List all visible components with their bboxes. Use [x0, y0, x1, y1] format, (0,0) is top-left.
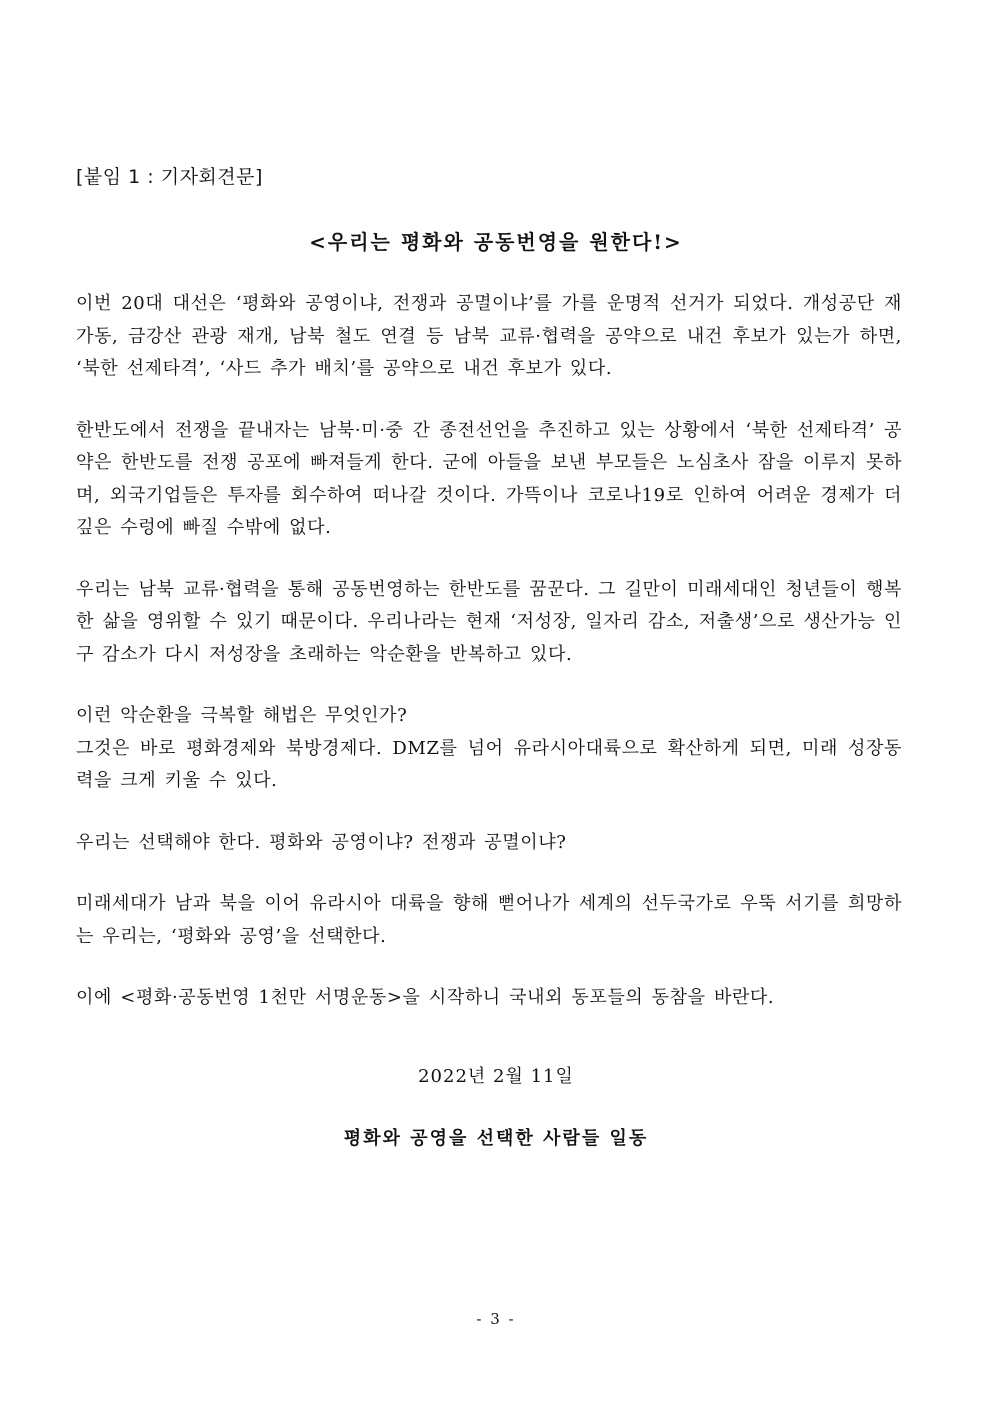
document-title: <우리는 평화와 공동번영을 원한다!>	[309, 230, 683, 254]
paragraph-petition: 이에 <평화·공동번영 1천만 서명운동>을 시작하니 국내외 동포들의 동참을 바란다.	[76, 987, 775, 1008]
signature: 평화와 공영을 선택한 사람들 일동	[343, 1128, 649, 1149]
paragraph-war-fear: 한반도에서 전쟁을 끝내자는 남북·미·중 간 종전선언을 추진하고 있는 상황에서 ‘북한 선제타격’ 공약은 한반도를 전쟁 공포에 빠져들게 한다. 군에 아들을 보낸 부모들은 노심초사 잠을 이루지 못하며, 외국기업들은 투자를 회수하여 떠나갈 것이다. 가뜩이나 코로나19로 인하여 어려운 경제가 더 깊은 수렁에 빠질 수밖에 없다.	[76, 419, 902, 538]
document-body	[76, 288, 902, 1044]
page-number: - 3 -	[476, 1310, 516, 1328]
paragraph-election-stakes: 이번 20대 대선은 ‘평화와 공영이냐, 전쟁과 공멸이냐’를 가를 운명적 선거가 되었다. 개성공단 재가동, 금강산 관광 재개, 남북 철도 연결 등 남북 교류·협력을 공약으로 내건 후보가 있는가 하면, ‘북한 선제타격’, ‘사드 추가 배치’를 공약으로 내건 후보가 있다.	[76, 293, 902, 379]
attachment-label: [붙임 1 : 기자회견문]	[76, 166, 263, 188]
paragraph-choice: 우리는 선택해야 한다. 평화와 공영이냐? 전쟁과 공멸이냐?	[76, 831, 567, 853]
paragraph-solution: 이런 악순환을 극복할 해법은 무엇인가? 그것은 바로 평화경제와 북방경제다. DMZ를 넘어 유라시아대륙으로 확산하게 되면, 미래 성장동력을 크게 키울 수 있다.	[76, 705, 902, 791]
paragraph-hope: 미래세대가 남과 북을 이어 유라시아 대륙을 향해 뻗어나가 세계의 선두국가로 우뚝 서기를 희망하는 우리는, ‘평화와 공영’을 선택한다.	[76, 893, 902, 947]
document-date: 2022년 2월 11일	[418, 1066, 574, 1087]
paragraph-co-prosperity: 우리는 남북 교류·협력을 통해 공동번영하는 한반도를 꿈꾼다. 그 길만이 미래세대인 청년들이 행복한 삶을 영위할 수 있기 때문이다. 우리나라는 현재 ‘저성장, 일자리 감소, 저출생’으로 생산가능 인구 감소가 다시 저성장을 초래하는 악순환을 반복하고 있다.	[76, 578, 902, 665]
